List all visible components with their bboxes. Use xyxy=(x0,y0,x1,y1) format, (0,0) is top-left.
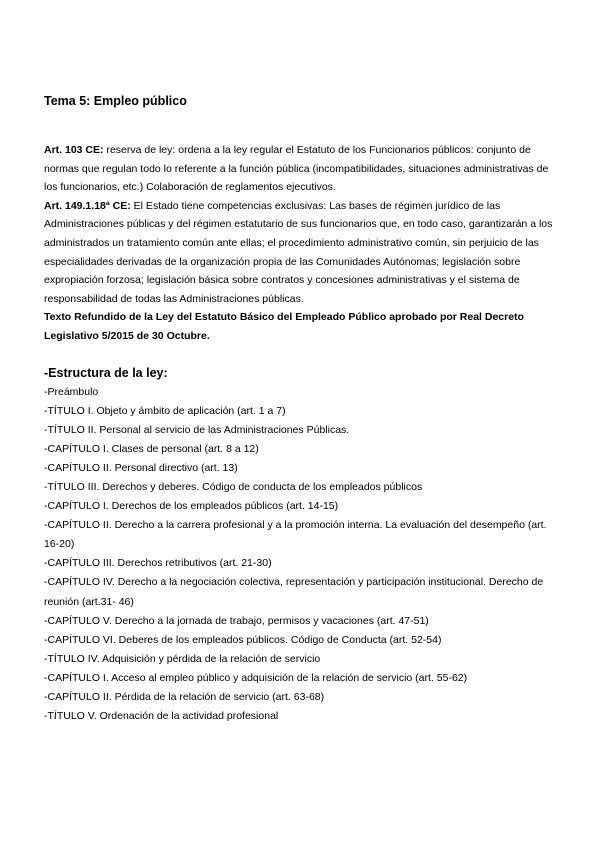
list-item: -Preámbulo xyxy=(44,385,99,398)
page-title: Tema 5: Empleo público xyxy=(44,94,187,108)
list-item: -CAPÍTULO I. Acceso al empleo público y adquisición de la relación de servicio (art. 55-62) xyxy=(44,671,468,684)
list-item: -CAPÍTULO III. Derechos retributivos (art. 21-30) xyxy=(44,557,272,570)
list-item: -TÍTULO III. Derechos y deberes. Código de conducta de los empleados públicos xyxy=(44,481,423,493)
document-body xyxy=(44,92,564,726)
art-149-paragraph xyxy=(44,197,564,309)
art-149-text: El Estado tiene competencias exclusivas: Las bases de régimen jurídico de las Administraciones públicas y del régimen estatutario de sus funcionarios que, en todo caso, garantizarán a los administrados un tratamiento común ante ellas; el procedimiento administrativo común, sin perjuicio de las especialidades derivadas de la organización propia de las Comunidades Autónomas; legislación sobre expropiación forzosa; legislación básica sobre contratos y concesiones administrativas y el sistema de responsabilidad de todas las Administraciones públicas. xyxy=(44,199,553,305)
texto-refundido: Texto Refundido de la Ley del Estatuto Básico del Empleado Público aprobado por Real Decreto Legislativo 5/2015 de 30 Octubre. xyxy=(44,311,524,342)
list-item: -TÍTULO IV. Adquisición y pérdida de la relación de servicio xyxy=(44,652,321,665)
list-item: -CAPÍTULO II. Pérdida de la relación de servicio (art. 63-68) xyxy=(44,691,325,704)
list-item: -TÍTULO II. Personal al servicio de las Administraciones Públicas. xyxy=(44,423,350,436)
estructura-heading: -Estructura de la ley: xyxy=(44,365,168,380)
art-103-label: Art. 103 CE: xyxy=(44,144,104,156)
list-item: -CAPÍTULO VI. Deberes de los empleados públicos. Código de Conducta (art. 52-54) xyxy=(44,633,442,646)
list-item: -CAPÍTULO II. Personal directivo (art. 13) xyxy=(44,461,238,474)
list-item: -CAPÍTULO II. Derecho a la carrera profesional y a la promoción interna. La evaluación del desempeño (art. 16-20) xyxy=(44,519,547,551)
list-item: -CAPÍTULO I. Derechos de los empleados públicos (art. 14-15) xyxy=(44,500,339,513)
list-item: -CAPÍTULO IV. Derecho a la negociación colectiva, representación y participación institucional. Derecho de reunión (art.31- 46) xyxy=(44,576,544,608)
art-103-paragraph xyxy=(44,141,564,197)
estructura-list xyxy=(44,383,564,727)
list-item: -TÍTULO I. Objeto y ámbito de aplicación (art. 1 a 7) xyxy=(44,404,286,417)
list-item: -TÍTULO V. Ordenación de la actividad profesional xyxy=(44,710,279,723)
list-item: -CAPÍTULO V. Derecho a la jornada de trabajo, permisos y vacaciones (art. 47-51) xyxy=(44,614,429,627)
art-149-label: Art. 149.1.18ª CE: xyxy=(44,199,131,212)
art-103-text: reserva de ley: ordena a la ley regular el Estatuto de los Funcionarios públicos: conjunto de normas que regulan todo lo referente a la función pública (incompatibilidades, situaciones administrativas de los funcionarios, etc.) Colaboración de reglamentos ejecutivos. xyxy=(44,144,549,194)
list-item: -CAPÍTULO I. Clases de personal (art. 8 a 12) xyxy=(44,442,259,455)
